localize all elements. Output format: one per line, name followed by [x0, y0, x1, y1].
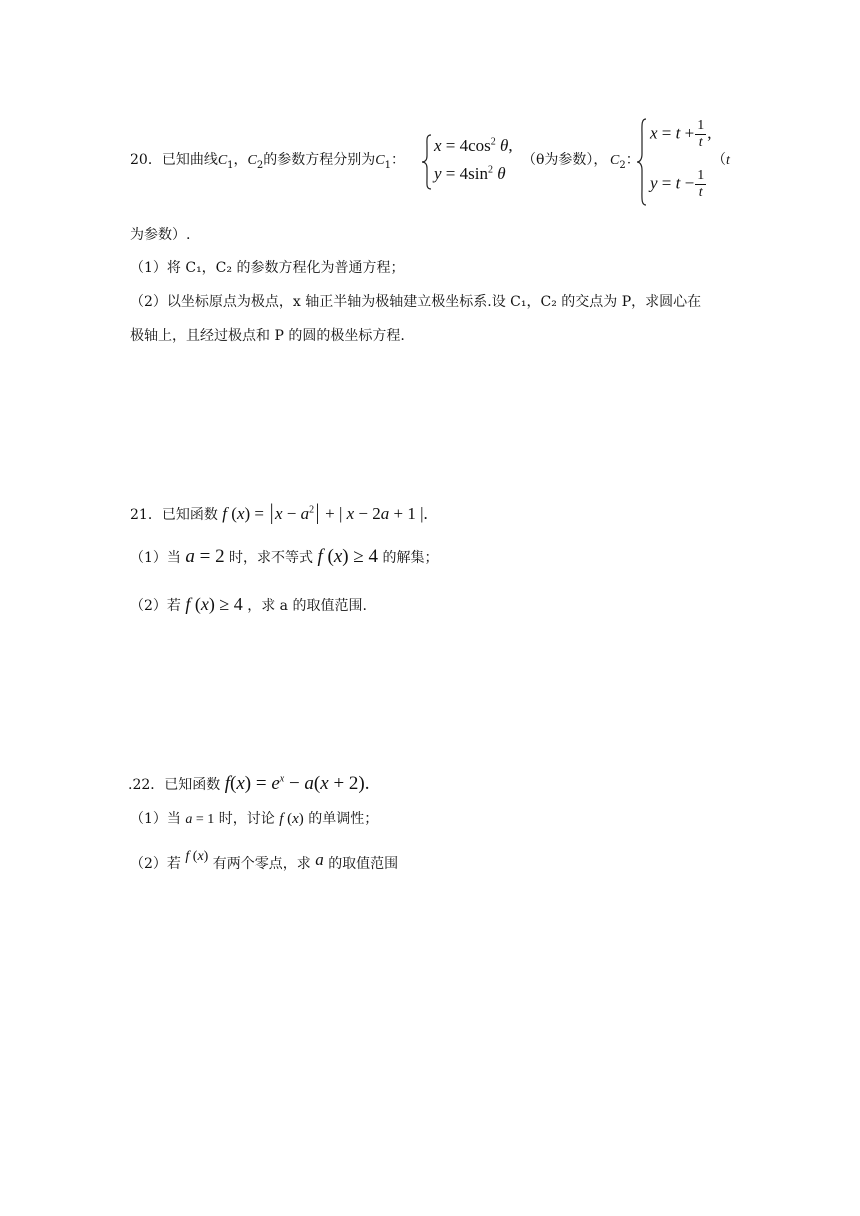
- q20-param2-end: 为参数）.: [130, 227, 191, 243]
- q21-part1: [130, 547, 439, 566]
- q20-param2-start: （t: [712, 152, 730, 168]
- q20-system2-brace: [636, 118, 648, 206]
- q22-part2-a: （2）若: [130, 856, 181, 872]
- q22-part2: [130, 849, 399, 872]
- q22-part1-a: （1）当: [130, 811, 181, 827]
- q20-c1b: C: [375, 153, 385, 168]
- q21-func-sup: 2: [309, 504, 315, 516]
- q20-eq2a-den: t: [698, 135, 703, 150]
- q21-part2-m: f (x) ≥ 4: [185, 594, 243, 614]
- q21-part2: [130, 595, 367, 613]
- q20-eq1b-sup: 2: [487, 164, 493, 176]
- q20-eq2b-num: 1: [697, 168, 705, 183]
- q22-part1-b: 时，讨论: [218, 811, 275, 827]
- q21-part1-c: 的解集；: [382, 550, 439, 566]
- q20-prefix: 20．已知曲线: [130, 152, 218, 168]
- q20-part2-line2: 极轴上，且经过极点和 P 的圆的极坐标方程.: [130, 328, 405, 344]
- q20-part1: （1）将 C₁，C₂ 的参数方程化为普通方程；: [130, 260, 405, 276]
- q21-part1-a: （1）当: [130, 550, 181, 566]
- q22-part1: [130, 812, 378, 827]
- q20-c2-sub: 2: [256, 159, 264, 171]
- q20-stem-line: [130, 153, 405, 171]
- q20-system1-brace: [421, 134, 433, 190]
- q20-eq2a-end: ,: [707, 123, 712, 143]
- q21-part1-m1: a = 2: [185, 546, 225, 567]
- q22-prefix: .22．已知函数: [128, 777, 221, 793]
- q20-colon1: ：: [390, 152, 405, 168]
- q21-part2-a: （2）若: [130, 598, 181, 614]
- q20-sep: ，: [233, 152, 248, 168]
- q22-part1-m2: f (x): [279, 811, 304, 827]
- q21-func: f $(x) = |x - a^2|$ + | x − 2a + 1 |.: [222, 500, 428, 524]
- q20-eq1b: $y = 4\sin^2$ θ: [434, 164, 506, 183]
- q22-part2-m2: a: [315, 850, 324, 869]
- q20-c1-sub: 1: [227, 159, 234, 171]
- q20-part2-line1: （2）以坐标原点为极点，x 轴正半轴为极轴建立极坐标系.设 C₁，C₂ 的交点为 P，求圆心在: [130, 294, 702, 310]
- q22-part2-m1: f (x): [185, 849, 209, 864]
- q20-eq1a-sup: 2: [490, 136, 496, 148]
- q22-part2-b: 有两个零点，求: [212, 856, 311, 872]
- q20-eq2b-frac: [695, 168, 706, 201]
- q20-c1: C: [217, 153, 228, 168]
- q20-eq1a: $x = 4\cos^2$ θ,: [434, 136, 513, 155]
- q20-eq2b-den: t: [698, 185, 703, 200]
- q20-c1b-sub: 1: [384, 159, 391, 171]
- q21-part1-m2: f (x) ≥ 4: [317, 546, 379, 567]
- q22-func: $f(x) = e^x - a(x + 2)$.: [224, 773, 370, 794]
- q20-eq2a-num: 1: [697, 118, 705, 133]
- q20-eq2a-frac: [695, 118, 706, 151]
- q20-c2b-sub: 2: [619, 159, 626, 171]
- q22-part1-c: 的单调性；: [308, 811, 379, 827]
- q20-c2: C: [247, 153, 257, 168]
- q21-stem: [130, 502, 428, 522]
- q20-eq2a: x = t + $\frac{1}{t}$ ,: [650, 118, 712, 150]
- q20-eq2b: y = t − $\frac{1}{t}$: [650, 168, 705, 200]
- q20-colon2: ：: [625, 152, 640, 168]
- q22-func-sup: x: [279, 773, 285, 785]
- q20-mid: 的参数方程分别为: [263, 152, 376, 168]
- q21-prefix: 21．已知函数: [130, 507, 218, 523]
- q20-c2b: C: [610, 153, 620, 168]
- q22-part2-c: 的取值范围: [328, 856, 399, 872]
- q21-part2-b: ，求 a 的取值范围.: [247, 598, 367, 614]
- q20-param1: （θ为参数），: [522, 152, 608, 168]
- q22-part1-m1: a = 1: [185, 812, 215, 827]
- q21-part1-b: 时，求不等式: [229, 550, 314, 566]
- q22-stem: [128, 774, 369, 793]
